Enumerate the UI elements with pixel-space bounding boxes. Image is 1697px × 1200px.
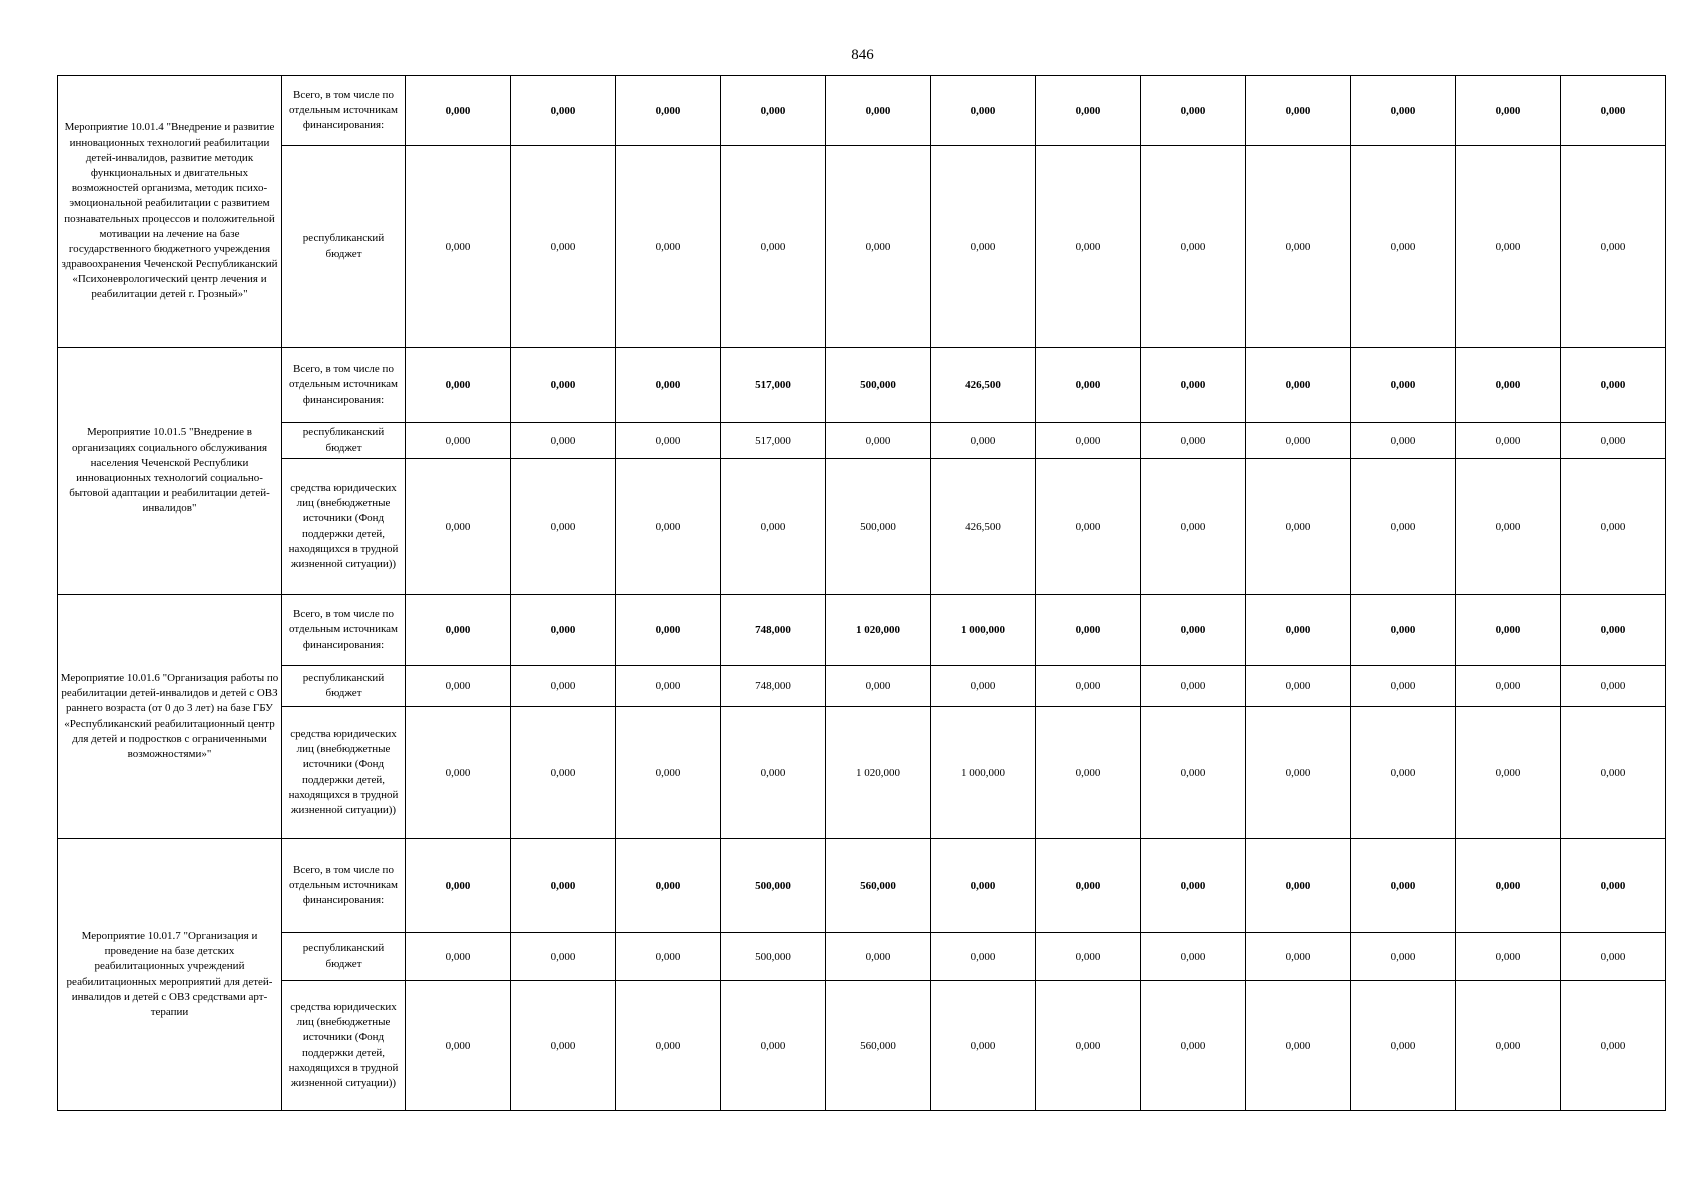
amount-cell: 0,000 (1561, 348, 1666, 423)
amount-cell: 0,000 (1561, 595, 1666, 666)
amount-cell: 0,000 (1141, 933, 1246, 981)
amount-cell: 0,000 (1351, 933, 1456, 981)
amount-cell: 0,000 (1036, 707, 1141, 839)
amount-cell: 0,000 (931, 933, 1036, 981)
amount-cell: 0,000 (1456, 839, 1561, 933)
amount-cell: 0,000 (1246, 459, 1351, 595)
measure-name: Мероприятие 10.01.5 "Внедрение в организациях социального обслуживания населения Чеченской Республики инновационных технологий социально-бытовой адаптации и реабилитации детей-инвалидов" (58, 348, 282, 595)
funding-source: средства юридических лиц (внебюджетные источники (Фонд поддержки детей, находящихся в трудной жизненной ситуации)) (282, 981, 406, 1111)
amount-cell: 0,000 (616, 459, 721, 595)
amount-cell: 0,000 (1351, 666, 1456, 707)
amount-cell: 0,000 (406, 839, 511, 933)
amount-cell: 0,000 (1351, 348, 1456, 423)
amount-cell: 0,000 (1456, 981, 1561, 1111)
amount-cell: 0,000 (931, 76, 1036, 146)
amount-cell: 0,000 (1246, 707, 1351, 839)
amount-cell: 0,000 (1141, 839, 1246, 933)
amount-cell: 500,000 (826, 459, 931, 595)
amount-cell: 0,000 (406, 146, 511, 348)
amount-cell: 0,000 (1456, 707, 1561, 839)
amount-cell: 0,000 (931, 146, 1036, 348)
amount-cell: 0,000 (721, 981, 826, 1111)
amount-cell: 0,000 (1456, 76, 1561, 146)
amount-cell: 0,000 (406, 933, 511, 981)
amount-cell: 0,000 (931, 839, 1036, 933)
amount-cell: 0,000 (1561, 146, 1666, 348)
funding-source: республиканский бюджет (282, 423, 406, 459)
amount-cell: 0,000 (1036, 933, 1141, 981)
funding-source: Всего, в том числе по отдельным источникам финансирования: (282, 348, 406, 423)
amount-cell: 0,000 (616, 76, 721, 146)
amount-cell: 0,000 (1351, 76, 1456, 146)
amount-cell: 0,000 (406, 423, 511, 459)
amount-cell: 0,000 (1141, 595, 1246, 666)
amount-cell: 0,000 (406, 666, 511, 707)
amount-cell: 0,000 (1561, 666, 1666, 707)
amount-cell: 1 000,000 (931, 595, 1036, 666)
amount-cell: 0,000 (1246, 348, 1351, 423)
amount-cell: 0,000 (1036, 839, 1141, 933)
amount-cell: 1 020,000 (826, 707, 931, 839)
total-row (58, 839, 1666, 933)
amount-cell: 0,000 (616, 839, 721, 933)
amount-cell: 0,000 (1561, 459, 1666, 595)
measure-name: Мероприятие 10.01.7 "Организация и проведение на базе детских реабилитационных учреждений реабилитационных мероприятий для детей-инвалидов и детей с ОВЗ средствами арт-терапии (58, 839, 282, 1111)
total-row (58, 595, 1666, 666)
amount-cell: 0,000 (616, 348, 721, 423)
amount-cell: 517,000 (721, 423, 826, 459)
amount-cell: 0,000 (1036, 666, 1141, 707)
amount-cell: 0,000 (721, 146, 826, 348)
amount-cell: 1 000,000 (931, 707, 1036, 839)
amount-cell: 0,000 (1141, 423, 1246, 459)
amount-cell: 0,000 (511, 839, 616, 933)
amount-cell: 0,000 (1456, 423, 1561, 459)
amount-cell: 0,000 (406, 981, 511, 1111)
amount-cell: 0,000 (1351, 839, 1456, 933)
amount-cell: 0,000 (1246, 839, 1351, 933)
source-row (58, 707, 1666, 839)
amount-cell: 0,000 (406, 348, 511, 423)
measure-name: Мероприятие 10.01.6 "Организация работы по реабилитации детей-инвалидов и детей с ОВЗ раннего возраста (от 0 до 3 лет) на базе ГБУ «Республиканский реабилитационный центр для детей и подростков с ограниченными возможностями»" (58, 595, 282, 839)
funding-source: средства юридических лиц (внебюджетные источники (Фонд поддержки детей, находящихся в трудной жизненной ситуации)) (282, 707, 406, 839)
amount-cell: 0,000 (1141, 666, 1246, 707)
source-row (58, 666, 1666, 707)
amount-cell: 0,000 (1036, 459, 1141, 595)
amount-cell: 0,000 (1036, 76, 1141, 146)
amount-cell: 0,000 (406, 459, 511, 595)
amount-cell: 0,000 (1561, 839, 1666, 933)
amount-cell: 0,000 (931, 423, 1036, 459)
amount-cell: 0,000 (1036, 146, 1141, 348)
amount-cell: 0,000 (511, 459, 616, 595)
amount-cell: 0,000 (616, 707, 721, 839)
amount-cell: 426,500 (931, 459, 1036, 595)
funding-source: Всего, в том числе по отдельным источникам финансирования: (282, 595, 406, 666)
amount-cell: 0,000 (511, 933, 616, 981)
funding-source: республиканский бюджет (282, 933, 406, 981)
amount-cell: 0,000 (1246, 666, 1351, 707)
amount-cell: 0,000 (1141, 348, 1246, 423)
amount-cell: 0,000 (1036, 423, 1141, 459)
amount-cell: 0,000 (1561, 981, 1666, 1111)
total-row (58, 348, 1666, 423)
amount-cell: 0,000 (826, 146, 931, 348)
amount-cell: 0,000 (511, 76, 616, 146)
amount-cell: 0,000 (406, 707, 511, 839)
amount-cell: 500,000 (826, 348, 931, 423)
amount-cell: 0,000 (1141, 146, 1246, 348)
amount-cell: 0,000 (1141, 76, 1246, 146)
amount-cell: 0,000 (1141, 707, 1246, 839)
amount-cell: 0,000 (1246, 933, 1351, 981)
amount-cell: 0,000 (1351, 595, 1456, 666)
amount-cell: 0,000 (616, 981, 721, 1111)
amount-cell: 0,000 (511, 595, 616, 666)
amount-cell: 0,000 (826, 666, 931, 707)
amount-cell: 0,000 (616, 595, 721, 666)
funding-source: Всего, в том числе по отдельным источникам финансирования: (282, 839, 406, 933)
amount-cell: 0,000 (1456, 595, 1561, 666)
amount-cell: 0,000 (1036, 981, 1141, 1111)
source-row (58, 933, 1666, 981)
amount-cell: 0,000 (721, 76, 826, 146)
amount-cell: 0,000 (616, 146, 721, 348)
amount-cell: 0,000 (511, 348, 616, 423)
amount-cell: 0,000 (511, 707, 616, 839)
amount-cell: 560,000 (826, 839, 931, 933)
amount-cell: 0,000 (1141, 981, 1246, 1111)
amount-cell: 0,000 (1036, 595, 1141, 666)
amount-cell: 0,000 (931, 981, 1036, 1111)
amount-cell: 0,000 (616, 933, 721, 981)
amount-cell: 0,000 (826, 933, 931, 981)
amount-cell: 0,000 (1456, 666, 1561, 707)
funding-source: средства юридических лиц (внебюджетные источники (Фонд поддержки детей, находящихся в трудной жизненной ситуации)) (282, 459, 406, 595)
funding-table (57, 75, 1666, 1111)
amount-cell: 0,000 (1561, 933, 1666, 981)
amount-cell: 0,000 (511, 146, 616, 348)
amount-cell: 0,000 (1141, 459, 1246, 595)
amount-cell: 500,000 (721, 933, 826, 981)
amount-cell: 0,000 (931, 666, 1036, 707)
amount-cell: 0,000 (406, 76, 511, 146)
amount-cell: 748,000 (721, 595, 826, 666)
funding-source: республиканский бюджет (282, 146, 406, 348)
amount-cell: 0,000 (1456, 348, 1561, 423)
amount-cell: 0,000 (1246, 595, 1351, 666)
measure-name: Мероприятие 10.01.4 "Внедрение и развитие инновационных технологий реабилитации детей-инвалидов, развитие методик функциональных и двигательных возможностей организма, методик психо-эмоциональной реабилитации с развитием познавательных процессов и положительной мотивации на лечение на базе государственного бюджетного учреждения здравоохранения Чеченской Республиканский «Психоневрологический центр лечения и реабилитации детей г. Грозный»" (58, 76, 282, 348)
amount-cell: 0,000 (1456, 146, 1561, 348)
amount-cell: 0,000 (1246, 981, 1351, 1111)
amount-cell: 0,000 (1351, 146, 1456, 348)
amount-cell: 0,000 (826, 423, 931, 459)
amount-cell: 0,000 (1246, 423, 1351, 459)
amount-cell: 0,000 (511, 666, 616, 707)
amount-cell: 0,000 (616, 423, 721, 459)
source-row (58, 146, 1666, 348)
amount-cell: 748,000 (721, 666, 826, 707)
amount-cell: 0,000 (1456, 933, 1561, 981)
amount-cell: 0,000 (616, 666, 721, 707)
amount-cell: 517,000 (721, 348, 826, 423)
funding-source: республиканский бюджет (282, 666, 406, 707)
amount-cell: 0,000 (511, 981, 616, 1111)
source-row (58, 423, 1666, 459)
amount-cell: 0,000 (1561, 707, 1666, 839)
amount-cell: 0,000 (1351, 707, 1456, 839)
page-number: 846 (851, 47, 874, 63)
amount-cell: 0,000 (1456, 459, 1561, 595)
amount-cell: 0,000 (826, 76, 931, 146)
amount-cell: 0,000 (1351, 459, 1456, 595)
funding-source: Всего, в том числе по отдельным источникам финансирования: (282, 76, 406, 146)
amount-cell: 426,500 (931, 348, 1036, 423)
amount-cell: 0,000 (1246, 146, 1351, 348)
amount-cell: 560,000 (826, 981, 931, 1111)
source-row (58, 459, 1666, 595)
amount-cell: 0,000 (1351, 981, 1456, 1111)
total-row (58, 76, 1666, 146)
source-row (58, 981, 1666, 1111)
amount-cell: 0,000 (406, 595, 511, 666)
amount-cell: 1 020,000 (826, 595, 931, 666)
amount-cell: 0,000 (721, 707, 826, 839)
amount-cell: 0,000 (511, 423, 616, 459)
amount-cell: 0,000 (721, 459, 826, 595)
amount-cell: 0,000 (1561, 423, 1666, 459)
amount-cell: 500,000 (721, 839, 826, 933)
amount-cell: 0,000 (1561, 76, 1666, 146)
amount-cell: 0,000 (1351, 423, 1456, 459)
amount-cell: 0,000 (1036, 348, 1141, 423)
amount-cell: 0,000 (1246, 76, 1351, 146)
